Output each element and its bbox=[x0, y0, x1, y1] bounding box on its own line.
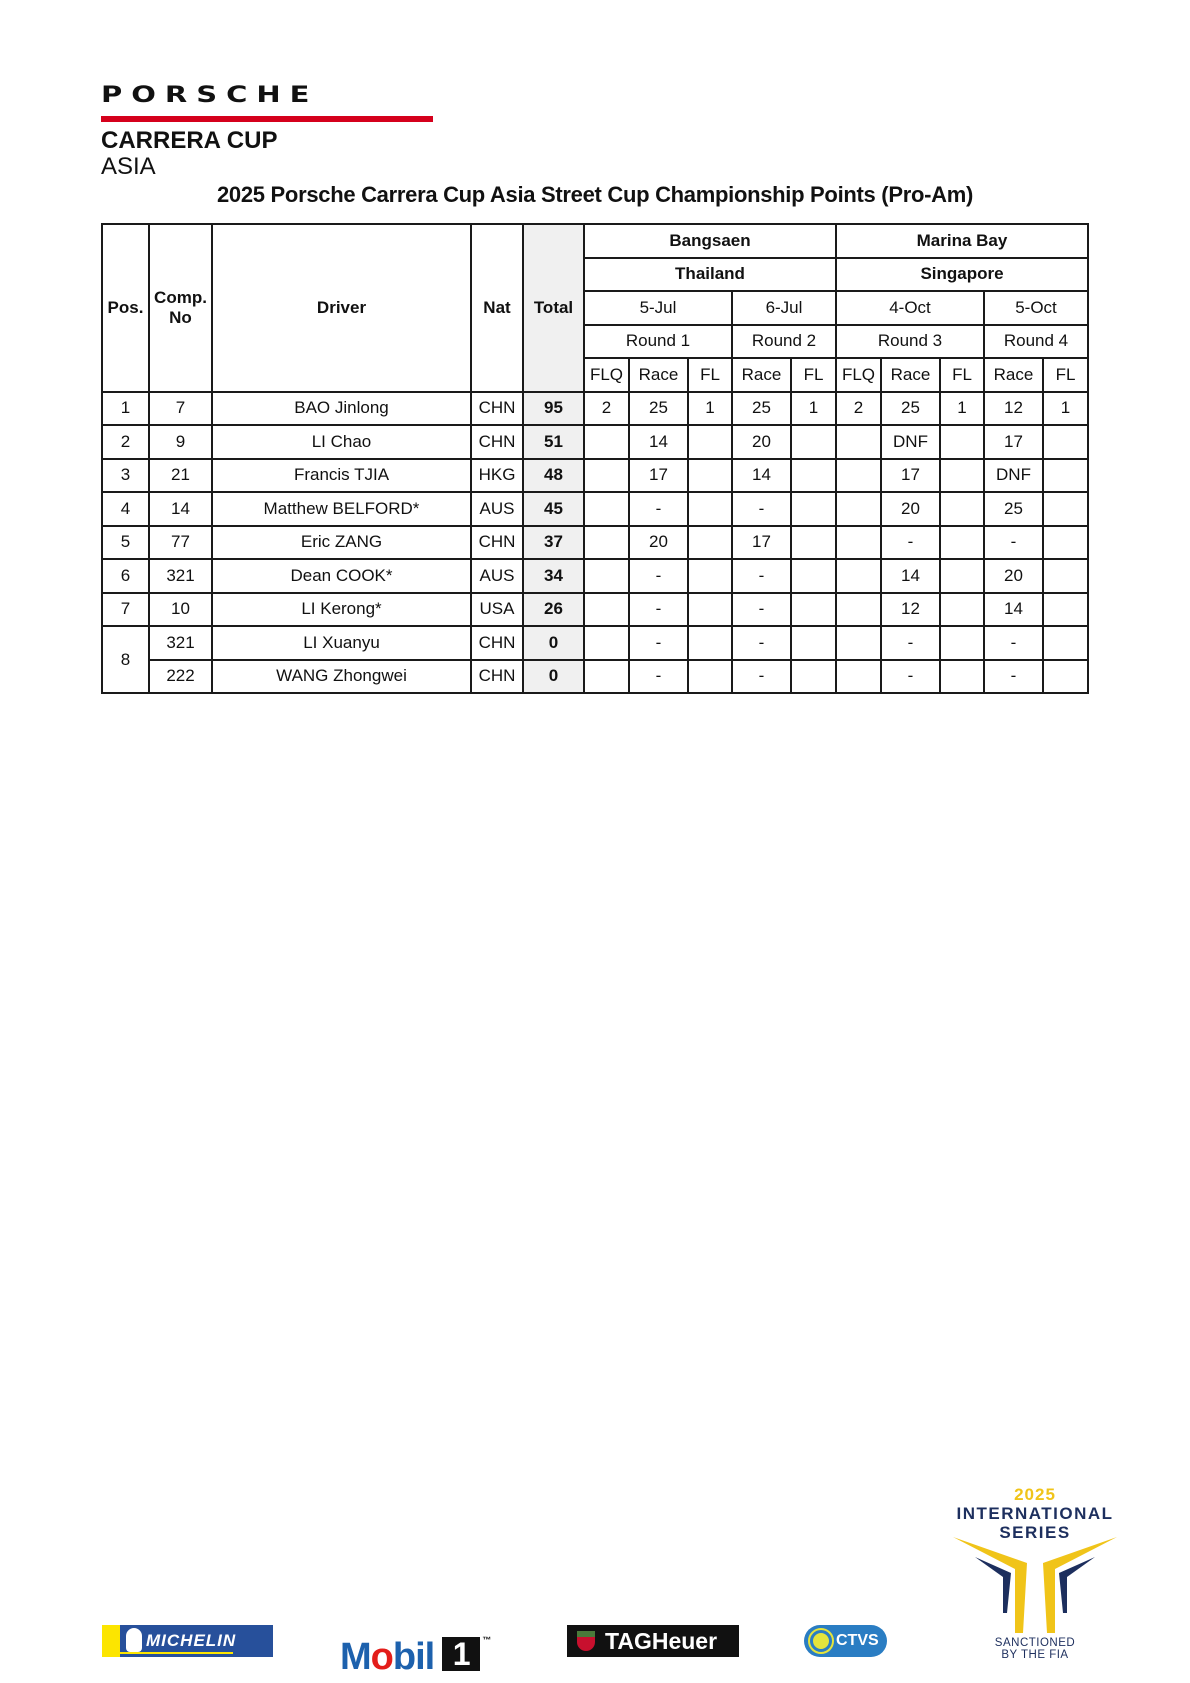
cell-driver: LI Xuanyu bbox=[212, 626, 471, 660]
cell-points bbox=[1043, 559, 1088, 593]
standings-row bbox=[102, 660, 1088, 694]
cell-points bbox=[688, 660, 732, 694]
cell-points bbox=[836, 526, 881, 560]
cell-points bbox=[1043, 425, 1088, 459]
cell-comp-no: 77 bbox=[149, 526, 212, 560]
cell-points bbox=[836, 593, 881, 627]
cell-points bbox=[1043, 626, 1088, 660]
standings-row bbox=[102, 492, 1088, 526]
cell-points: 2 bbox=[584, 392, 629, 426]
cell-nat: CHN bbox=[471, 425, 523, 459]
cell-points bbox=[1043, 526, 1088, 560]
cell-points bbox=[584, 492, 629, 526]
cell-total: 51 bbox=[523, 425, 584, 459]
cell-total: 0 bbox=[523, 626, 584, 660]
cell-total: 37 bbox=[523, 526, 584, 560]
header-comp-no: Comp. No bbox=[149, 224, 212, 392]
cell-points: 20 bbox=[732, 425, 791, 459]
cell-points bbox=[688, 425, 732, 459]
cell-comp-no: 9 bbox=[149, 425, 212, 459]
cell-driver: Matthew BELFORD* bbox=[212, 492, 471, 526]
cell-points bbox=[836, 559, 881, 593]
cell-points: 1 bbox=[940, 392, 984, 426]
cell-points bbox=[1043, 660, 1088, 694]
cell-comp-no: 321 bbox=[149, 626, 212, 660]
cell-points: 17 bbox=[732, 526, 791, 560]
cell-points: 12 bbox=[984, 392, 1043, 426]
subcol-flq: FLQ bbox=[584, 358, 629, 392]
cell-points: - bbox=[881, 660, 940, 694]
standings-row bbox=[102, 593, 1088, 627]
round-label: Round 3 bbox=[836, 325, 984, 359]
tag-shield-icon bbox=[577, 1631, 595, 1651]
cell-comp-no: 14 bbox=[149, 492, 212, 526]
cell-points bbox=[940, 660, 984, 694]
cell-points bbox=[688, 593, 732, 627]
standings-row bbox=[102, 425, 1088, 459]
subcol-race: Race bbox=[881, 358, 940, 392]
cell-points bbox=[791, 425, 836, 459]
cell-nat: AUS bbox=[471, 559, 523, 593]
cell-points: DNF bbox=[984, 459, 1043, 493]
cell-points bbox=[836, 459, 881, 493]
standings-row bbox=[102, 392, 1088, 426]
cell-total: 45 bbox=[523, 492, 584, 526]
cell-points bbox=[584, 425, 629, 459]
standings-row bbox=[102, 459, 1088, 493]
cell-points bbox=[584, 526, 629, 560]
cell-points bbox=[836, 660, 881, 694]
ctvs-ring-icon bbox=[810, 1630, 832, 1652]
cell-points bbox=[940, 626, 984, 660]
cell-points: DNF bbox=[881, 425, 940, 459]
cell-points: - bbox=[732, 492, 791, 526]
cell-points: - bbox=[629, 626, 688, 660]
cell-points bbox=[688, 526, 732, 560]
cell-driver: BAO Jinlong bbox=[212, 392, 471, 426]
mobil-word: Mobil bbox=[340, 1636, 435, 1678]
porsche-wordmark: PORSCHE bbox=[101, 80, 319, 108]
cell-nat: CHN bbox=[471, 392, 523, 426]
subcol-fl: FL bbox=[940, 358, 984, 392]
cell-points: 20 bbox=[629, 526, 688, 560]
cell-points: 2 bbox=[836, 392, 881, 426]
cell-points bbox=[791, 526, 836, 560]
cell-points: 14 bbox=[984, 593, 1043, 627]
cell-points: 14 bbox=[732, 459, 791, 493]
cell-driver: Eric ZANG bbox=[212, 526, 471, 560]
cell-pos: 7 bbox=[102, 593, 149, 627]
cell-points: 25 bbox=[732, 392, 791, 426]
cell-points bbox=[584, 626, 629, 660]
event-venue-bangsaen: Bangsaen bbox=[584, 224, 836, 258]
series-title: CARRERA CUP bbox=[101, 127, 278, 154]
cell-driver: Dean COOK* bbox=[212, 559, 471, 593]
subcol-race: Race bbox=[629, 358, 688, 392]
cell-points: 20 bbox=[881, 492, 940, 526]
cell-pos: 2 bbox=[102, 425, 149, 459]
cell-pos: 4 bbox=[102, 492, 149, 526]
ctvs-logo: CTVS bbox=[804, 1625, 887, 1657]
cell-total: 26 bbox=[523, 593, 584, 627]
cell-total: 34 bbox=[523, 559, 584, 593]
cell-points bbox=[836, 492, 881, 526]
cell-total: 0 bbox=[523, 660, 584, 694]
header-pos: Pos. bbox=[102, 224, 149, 392]
subcol-race: Race bbox=[984, 358, 1043, 392]
cell-points bbox=[1043, 593, 1088, 627]
cell-comp-no: 7 bbox=[149, 392, 212, 426]
cell-points bbox=[1043, 492, 1088, 526]
round-label: Round 4 bbox=[984, 325, 1088, 359]
cell-pos: 1 bbox=[102, 392, 149, 426]
event-country-singapore: Singapore bbox=[836, 258, 1088, 292]
cell-comp-no: 10 bbox=[149, 593, 212, 627]
cell-points bbox=[940, 459, 984, 493]
standings-row bbox=[102, 526, 1088, 560]
cell-points: 1 bbox=[791, 392, 836, 426]
cell-points: - bbox=[881, 526, 940, 560]
cell-pos: 5 bbox=[102, 526, 149, 560]
cell-comp-no: 222 bbox=[149, 660, 212, 694]
tagheuer-logo: TAGHeuer bbox=[567, 1625, 739, 1657]
cell-points: 12 bbox=[881, 593, 940, 627]
document-title: 2025 Porsche Carrera Cup Asia Street Cup Championship Points (Pro-Am) bbox=[217, 182, 973, 207]
cell-points bbox=[584, 459, 629, 493]
cell-nat: USA bbox=[471, 593, 523, 627]
cell-points bbox=[836, 626, 881, 660]
cell-total: 95 bbox=[523, 392, 584, 426]
cell-driver: LI Chao bbox=[212, 425, 471, 459]
cell-points bbox=[791, 593, 836, 627]
cell-points: 25 bbox=[984, 492, 1043, 526]
cell-pos: 8 bbox=[102, 626, 149, 693]
cell-nat: HKG bbox=[471, 459, 523, 493]
cell-nat: AUS bbox=[471, 492, 523, 526]
red-divider-bar bbox=[101, 116, 433, 122]
cell-driver: LI Kerong* bbox=[212, 593, 471, 627]
michelin-man-icon bbox=[126, 1628, 142, 1652]
cell-points: 25 bbox=[629, 392, 688, 426]
cell-points bbox=[584, 660, 629, 694]
cell-points bbox=[940, 526, 984, 560]
round-label: Round 1 bbox=[584, 325, 732, 359]
cell-points bbox=[688, 459, 732, 493]
cell-points: - bbox=[629, 660, 688, 694]
cell-points bbox=[940, 559, 984, 593]
cell-pos: 6 bbox=[102, 559, 149, 593]
cell-points: - bbox=[984, 660, 1043, 694]
cell-points: 17 bbox=[629, 459, 688, 493]
round-date: 6-Jul bbox=[732, 291, 836, 325]
cell-points: 17 bbox=[984, 425, 1043, 459]
cell-driver: WANG Zhongwei bbox=[212, 660, 471, 694]
round-date: 4-Oct bbox=[836, 291, 984, 325]
mobil1-logo: Mobil 1 ™ bbox=[340, 1635, 491, 1678]
round-date: 5-Jul bbox=[584, 291, 732, 325]
header-driver: Driver bbox=[212, 224, 471, 392]
cell-points bbox=[940, 593, 984, 627]
header-nat: Nat bbox=[471, 224, 523, 392]
round-date: 5-Oct bbox=[984, 291, 1088, 325]
cell-pos: 3 bbox=[102, 459, 149, 493]
cell-points bbox=[940, 425, 984, 459]
standings-row bbox=[102, 559, 1088, 593]
cell-points: 14 bbox=[629, 425, 688, 459]
cell-points: - bbox=[732, 559, 791, 593]
michelin-logo: MICHELIN bbox=[102, 1625, 273, 1657]
cell-nat: CHN bbox=[471, 660, 523, 694]
cell-total: 48 bbox=[523, 459, 584, 493]
cell-points: 25 bbox=[881, 392, 940, 426]
cell-points: 1 bbox=[1043, 392, 1088, 426]
carrera-cup-asia-logo bbox=[101, 80, 319, 180]
event-country-thailand: Thailand bbox=[584, 258, 836, 292]
cell-comp-no: 21 bbox=[149, 459, 212, 493]
header-total: Total bbox=[523, 224, 584, 392]
standings-row bbox=[102, 626, 1088, 660]
cell-nat: CHN bbox=[471, 526, 523, 560]
cell-points bbox=[791, 660, 836, 694]
cell-points bbox=[584, 593, 629, 627]
cell-points bbox=[791, 626, 836, 660]
international-series-badge: 2025 INTERNATIONAL SERIES SANCTIONED BY THE FIA bbox=[945, 1485, 1125, 1665]
cell-nat: CHN bbox=[471, 626, 523, 660]
cell-points bbox=[584, 559, 629, 593]
cell-points bbox=[688, 559, 732, 593]
cell-points bbox=[940, 492, 984, 526]
cell-points bbox=[791, 459, 836, 493]
cell-points bbox=[791, 492, 836, 526]
cell-points: 17 bbox=[881, 459, 940, 493]
cell-points: - bbox=[629, 492, 688, 526]
subcol-race: Race bbox=[732, 358, 791, 392]
cell-points bbox=[791, 559, 836, 593]
cell-points: 20 bbox=[984, 559, 1043, 593]
championship-standings-table bbox=[101, 223, 1089, 694]
cell-points: 1 bbox=[688, 392, 732, 426]
cell-points: - bbox=[732, 660, 791, 694]
fia-wings-icon bbox=[945, 1533, 1125, 1633]
subcol-flq: FLQ bbox=[836, 358, 881, 392]
subcol-fl: FL bbox=[688, 358, 732, 392]
cell-points: - bbox=[881, 626, 940, 660]
cell-points: - bbox=[732, 593, 791, 627]
cell-points bbox=[836, 425, 881, 459]
event-venue-marina-bay: Marina Bay bbox=[836, 224, 1088, 258]
cell-points: - bbox=[629, 559, 688, 593]
cell-points bbox=[1043, 459, 1088, 493]
subcol-fl: FL bbox=[791, 358, 836, 392]
cell-comp-no: 321 bbox=[149, 559, 212, 593]
cell-driver: Francis TJIA bbox=[212, 459, 471, 493]
cell-points bbox=[688, 626, 732, 660]
cell-points: 14 bbox=[881, 559, 940, 593]
cell-points: - bbox=[732, 626, 791, 660]
round-label: Round 2 bbox=[732, 325, 836, 359]
cell-points: - bbox=[984, 626, 1043, 660]
series-region: ASIA bbox=[101, 153, 156, 180]
subcol-fl: FL bbox=[1043, 358, 1088, 392]
cell-points: - bbox=[984, 526, 1043, 560]
cell-points: - bbox=[629, 593, 688, 627]
cell-points bbox=[688, 492, 732, 526]
